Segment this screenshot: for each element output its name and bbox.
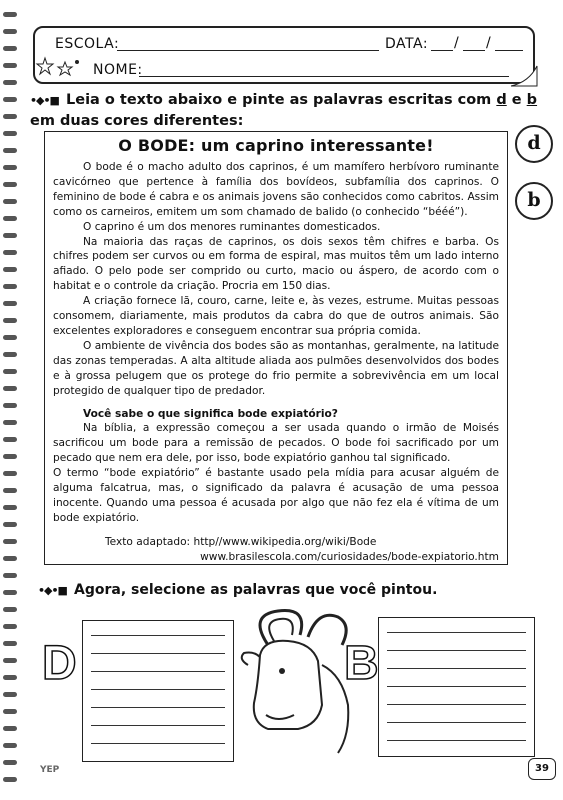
spiral-ring <box>3 97 17 102</box>
article-subtitle: Você sabe o que significa bode expiatório? <box>83 407 338 420</box>
escola-line <box>117 50 379 51</box>
bullet-icon: •◆•■ <box>38 584 67 597</box>
source-line: Texto adaptado: http//www.wikipedia.org/wiki/Bode <box>105 535 377 548</box>
spiral-ring <box>3 80 17 85</box>
spiral-ring <box>3 726 17 731</box>
spiral-ring <box>3 284 17 289</box>
spiral-ring <box>3 63 17 68</box>
spiral-ring <box>3 760 17 765</box>
writing-line <box>91 707 225 708</box>
spiral-ring <box>3 743 17 748</box>
spiral-ring <box>3 318 17 323</box>
spiral-ring <box>3 658 17 663</box>
circle-b: b <box>515 182 553 220</box>
spiral-ring <box>3 522 17 527</box>
spiral-ring <box>3 573 17 578</box>
letter-d: d <box>496 92 507 108</box>
spiral-ring <box>3 182 17 187</box>
spiral-ring <box>3 369 17 374</box>
spiral-ring <box>3 233 17 238</box>
spiral-ring <box>3 624 17 629</box>
date-year-line <box>495 50 523 51</box>
nome-label: NOME: <box>93 62 143 78</box>
writing-line <box>387 650 526 651</box>
paragraph: O bode é o macho adulto dos caprinos, é um mamífero herbívoro ruminante cavicórneo que pertence à família dos bovídeos, subfamília dos caprinos. O feminino de bode é cabra e os animais jovens são conhecidos como cabritos. Assim como os carneiros, emitem um som chamado de balido (o conhecido “bééé”). <box>53 161 499 218</box>
circle-d: d <box>515 125 553 163</box>
spiral-ring <box>3 250 17 255</box>
spiral-ring <box>3 29 17 34</box>
spiral-ring <box>3 454 17 459</box>
paragraph: A criação fornece lã, couro, carne, leite e, às vezes, estrume. Muitas pessoas consomem, diariamente, mais produtos da cabra do que de outros animais. São excelentes exploradores e conseguem encontrar sua própria comida. <box>53 295 499 337</box>
nome-line <box>139 76 509 77</box>
spiral-ring <box>3 46 17 51</box>
date-separator: / <box>454 35 460 51</box>
spiral-ring <box>3 165 17 170</box>
letter-b-outline: B <box>344 637 379 690</box>
writing-line <box>387 704 526 705</box>
spiral-ring <box>3 386 17 391</box>
date-separator: / <box>486 35 492 51</box>
writing-line <box>91 653 225 654</box>
spiral-ring <box>3 590 17 595</box>
spiral-ring <box>3 301 17 306</box>
article-box <box>44 131 508 565</box>
answer-box-d <box>82 620 234 762</box>
page-number: 39 <box>528 758 556 780</box>
paragraph: Na bíblia, a expressão começou a ser usada quando o irmão de Moisés sacrificou um bode para a remissão de pecados. O bode foi sacrificado por um pecado que nem era dele, por isso, bode expiatório ganhou tal significado. <box>53 422 499 465</box>
spiral-ring <box>3 641 17 646</box>
writing-line <box>387 668 526 669</box>
spiral-ring <box>3 539 17 544</box>
spiral-ring <box>3 556 17 561</box>
instruction-2: •◆•■ Agora, selecione as palavras que você pintou. <box>38 582 438 598</box>
source-line: www.brasilescola.com/curiosidades/bode-expiatorio.htm <box>200 550 499 563</box>
spiral-ring <box>3 12 17 17</box>
spiral-ring <box>3 335 17 340</box>
letter-b: b <box>526 92 538 108</box>
spiral-ring <box>3 692 17 697</box>
date-month-line <box>463 50 485 51</box>
bullet-icon: •◆•■ <box>30 94 59 107</box>
spiral-ring <box>3 216 17 221</box>
spiral-ring <box>3 267 17 272</box>
writing-line <box>387 740 526 741</box>
data-label: DATA: <box>385 36 429 52</box>
writing-line <box>387 686 526 687</box>
spiral-ring <box>3 148 17 153</box>
paragraph: O ambiente de vivência dos bodes são as montanhas, geralmente, na latitude das zonas temperadas. A alta altitude aliada aos pulmões desenvolvidos dos bodes e à grossa pelugem que os protege do frio permite a sobrevivência em um local protegido de qualquer tipo de predador. <box>53 339 499 397</box>
letter-d-outline: D <box>42 637 77 690</box>
writing-line <box>91 743 225 744</box>
spiral-ring <box>3 114 17 119</box>
spiral-ring <box>3 199 17 204</box>
answer-box-b <box>378 617 535 757</box>
spiral-ring <box>3 709 17 714</box>
spiral-ring <box>3 675 17 680</box>
goat-illustration <box>238 605 356 755</box>
spiral-ring <box>3 352 17 357</box>
header-box <box>33 26 535 84</box>
page-curl-icon <box>509 64 539 88</box>
spiral-ring <box>3 777 17 782</box>
spiral-ring <box>3 131 17 136</box>
spiral-ring <box>3 471 17 476</box>
date-day-line <box>431 50 453 51</box>
spiral-ring <box>3 420 17 425</box>
writing-line <box>91 689 225 690</box>
spiral-ring <box>3 488 17 493</box>
paragraph: O termo “bode expiatório” é bastante usado pela mídia para acusar alguém de alguma falcatrua, mas, o significado da palavra é acusação de uma pessoa inocente. Quando uma pessoa é acusada por algo que não fez ela é vítima de um bode expiatório. <box>53 467 499 524</box>
spiral-ring <box>3 437 17 442</box>
escola-label: ESCOLA: <box>55 36 120 52</box>
writing-line <box>387 632 526 633</box>
writing-line <box>387 722 526 723</box>
spiral-ring <box>3 403 17 408</box>
article-title: O BODE: um caprino interessante! <box>118 136 434 155</box>
paragraph: Na maioria das raças de caprinos, os dois sexos têm chifres e barba. Os chifres podem ser curvos ou em forma de espiral, mas muitos têm um lado interno afiado. O pelo pode ser comprido ou curto, macio ou áspero, de acordo com o habitat e o controle da criação. Procria em 150 dias. <box>53 235 499 293</box>
spiral-binding <box>0 0 22 800</box>
writing-line <box>91 671 225 672</box>
writing-line <box>91 725 225 726</box>
publisher-logo: YEP <box>40 765 60 775</box>
writing-line <box>91 635 225 636</box>
instruction: •◆•■ Leia o texto abaixo e pinte as palavras escritas com d e b em duas cores diferentes: <box>30 92 538 129</box>
spiral-ring <box>3 607 17 612</box>
paragraph: O caprino é um dos menores ruminantes domesticados. <box>83 220 381 233</box>
spiral-ring <box>3 505 17 510</box>
stars-icon <box>33 54 87 80</box>
